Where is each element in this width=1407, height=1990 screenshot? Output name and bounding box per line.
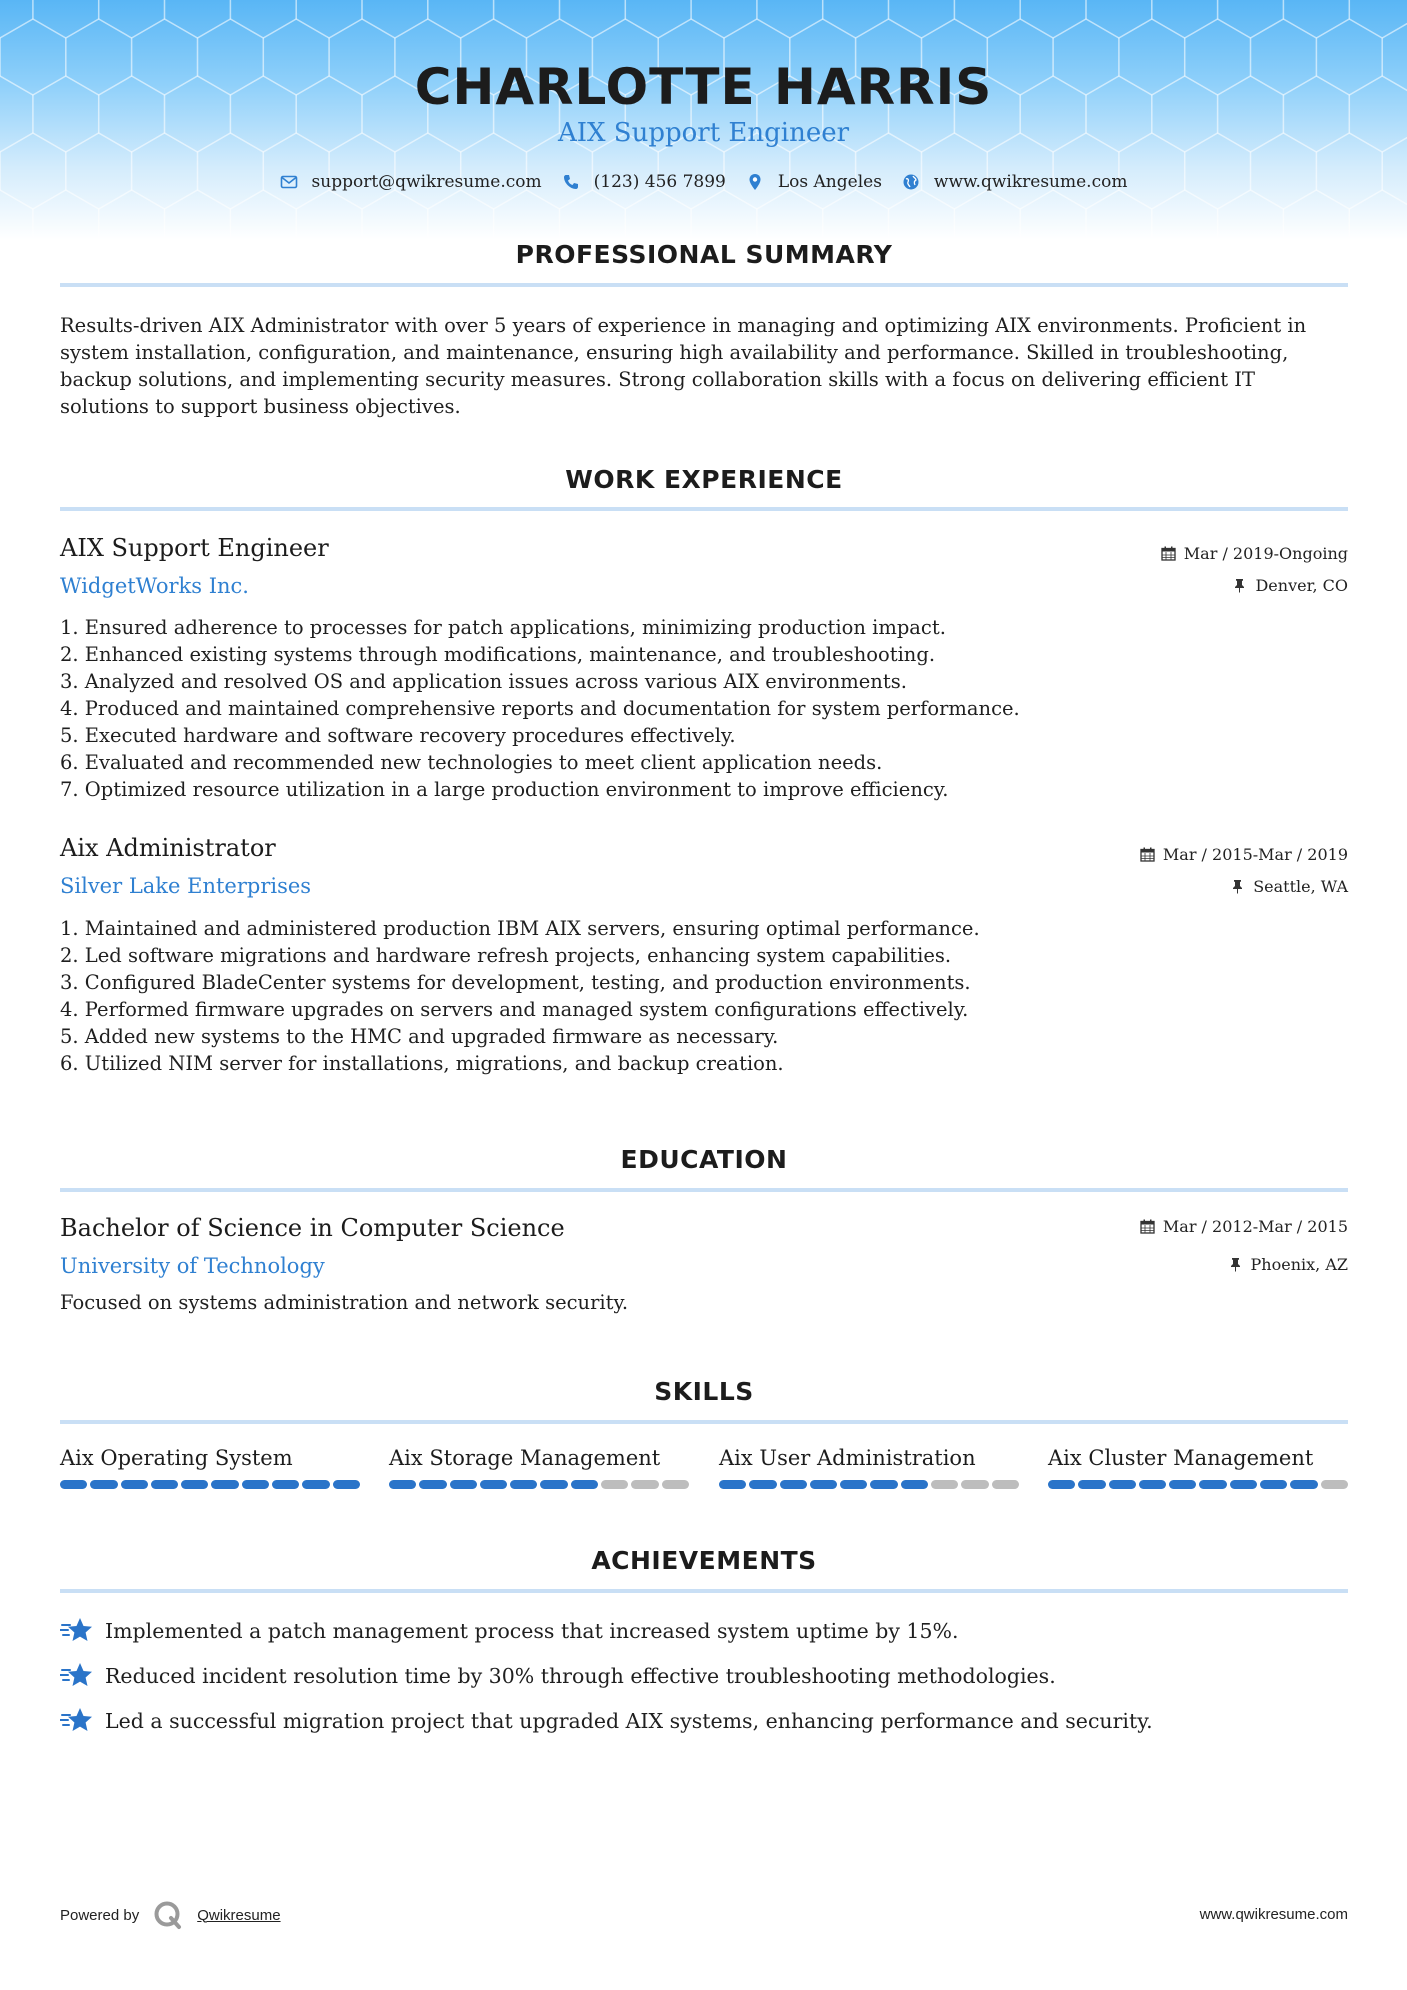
- contact-website-text: www.qwikresume.com: [933, 172, 1128, 192]
- education-location: [1228, 1255, 1348, 1274]
- list-item: 2. Led software migrations and hardware refresh projects, enhancing system capabilities.: [60, 944, 952, 967]
- achievement-text: Led a successful migration project that upgraded AIX systems, enhancing performance and security.: [105, 1709, 1153, 1733]
- job-bullets: [60, 915, 1260, 1077]
- job-location: [1230, 877, 1348, 896]
- skill-segment-empty: [601, 1480, 628, 1489]
- education-degree: Bachelor of Science in Computer Science: [60, 1214, 565, 1242]
- list-item: 2. Enhanced existing systems through modifications, maintenance, and troubleshooting.: [60, 643, 936, 666]
- globe-icon: [902, 173, 920, 191]
- list-item: 5. Executed hardware and software recovery procedures effectively.: [60, 724, 736, 747]
- skill-segment-empty: [931, 1480, 958, 1489]
- candidate-title: AIX Support Engineer: [557, 118, 850, 148]
- contact-email-text: support@qwikresume.com: [311, 172, 542, 192]
- education-dates: [1140, 1217, 1348, 1236]
- skill-level-bar: [1048, 1480, 1348, 1489]
- job-location: [1232, 576, 1348, 595]
- skill-segment-filled: [719, 1480, 746, 1489]
- envelope-icon: [280, 173, 298, 191]
- candidate-name: CHARLOTTE HARRIS: [414, 58, 993, 116]
- skill-segment-filled: [810, 1480, 837, 1489]
- skill-segment-filled: [1048, 1480, 1075, 1489]
- job-title: Aix Administrator: [60, 834, 276, 862]
- skill-segment-filled: [1139, 1480, 1166, 1489]
- skill-item: [719, 1446, 1019, 1470]
- star-icon: [60, 1616, 93, 1646]
- job-company: WidgetWorks Inc.: [60, 574, 249, 598]
- skill-segment-filled: [510, 1480, 537, 1489]
- job-location-text: Denver, CO: [1255, 576, 1348, 595]
- skill-name: Aix Storage Management: [389, 1446, 661, 1470]
- education-dates-text: Mar / 2012-Mar / 2015: [1162, 1217, 1348, 1236]
- job-dates: [1161, 544, 1348, 563]
- list-item: 3. Configured BladeCenter systems for development, testing, and production environments.: [60, 971, 971, 994]
- list-item: 5. Added new systems to the HMC and upgraded firmware as necessary.: [60, 1025, 779, 1048]
- education-school: University of Technology: [60, 1254, 325, 1278]
- job-dates-text: Mar / 2019-Ongoing: [1183, 544, 1348, 563]
- contact-phone-text: (123) 456 7899: [593, 172, 726, 192]
- skill-segment-filled: [1109, 1480, 1136, 1489]
- skill-level-bar: [60, 1480, 360, 1489]
- pushpin-icon: [1232, 578, 1247, 593]
- job-dates: [1140, 845, 1348, 864]
- skill-segment-filled: [90, 1480, 117, 1489]
- star-icon: [60, 1661, 93, 1691]
- skill-item: [1048, 1446, 1348, 1470]
- skill-segment-filled: [450, 1480, 477, 1489]
- achievement-text: Reduced incident resolution time by 30% through effective troubleshooting methodologies.: [105, 1664, 1056, 1688]
- summary-text: [60, 312, 1348, 420]
- education-location-text: Phoenix, AZ: [1250, 1255, 1348, 1274]
- skill-segment-filled: [780, 1480, 807, 1489]
- skill-segment-filled: [151, 1480, 178, 1489]
- list-item: 3. Analyzed and resolved OS and application issues across various AIX environments.: [60, 670, 907, 693]
- skill-level-bar: [719, 1480, 1019, 1489]
- contact-location-text: Los Angeles: [777, 172, 882, 192]
- skill-segment-filled: [480, 1480, 507, 1489]
- skill-level-bar: [389, 1480, 689, 1489]
- skill-segment-filled: [749, 1480, 776, 1489]
- achievement-text: Implemented a patch management process that increased system uptime by 15%.: [105, 1619, 959, 1643]
- skill-segment-filled: [540, 1480, 567, 1489]
- skill-segment-filled: [840, 1480, 867, 1489]
- skill-segment-empty: [662, 1480, 689, 1489]
- section-title-skills: SKILLS: [654, 1377, 754, 1406]
- map-marker-icon: [746, 173, 764, 191]
- contact-location: [746, 172, 882, 192]
- skill-name: Aix Operating System: [60, 1446, 293, 1470]
- skill-segment-filled: [1290, 1480, 1317, 1489]
- summary-line: Results-driven AIX Administrator with over 5 years of experience in managing and optimizing AIX environments. Proficient in: [60, 314, 1307, 337]
- list-item: 4. Performed firmware upgrades on servers and managed system configurations effectively.: [60, 998, 969, 1021]
- job-bullets: [60, 614, 1260, 803]
- list-item: 4. Produced and maintained comprehensive reports and documentation for system performance.: [60, 697, 1020, 720]
- skill-item: [389, 1446, 689, 1470]
- section-divider: [60, 1589, 1348, 1593]
- achievement-item: [60, 1706, 1153, 1736]
- phone-icon: [562, 173, 580, 191]
- skill-segment-filled: [1260, 1480, 1287, 1489]
- section-title-summary: PROFESSIONAL SUMMARY: [515, 240, 893, 269]
- pushpin-icon: [1230, 879, 1245, 894]
- skill-segment-empty: [992, 1480, 1019, 1489]
- star-icon: [60, 1706, 93, 1736]
- skill-segment-empty: [631, 1480, 658, 1489]
- skill-segment-filled: [272, 1480, 299, 1489]
- calendar-icon: [1140, 847, 1155, 862]
- skill-segment-empty: [1321, 1480, 1348, 1489]
- achievement-item: [60, 1616, 959, 1646]
- list-item: 1. Ensured adherence to processes for patch applications, minimizing production impact.: [60, 616, 946, 639]
- contact-email[interactable]: [280, 172, 542, 192]
- skill-segment-filled: [389, 1480, 416, 1489]
- achievement-item: [60, 1661, 1056, 1691]
- skill-segment-filled: [211, 1480, 238, 1489]
- contact-bar: [0, 172, 1407, 192]
- skill-segment-filled: [302, 1480, 329, 1489]
- job-dates-text: Mar / 2015-Mar / 2019: [1162, 845, 1348, 864]
- section-divider: [60, 283, 1348, 287]
- footer-website[interactable]: www.qwikresume.com: [1199, 1906, 1348, 1923]
- skill-name: Aix User Administration: [719, 1446, 976, 1470]
- summary-line: solutions to support business objectives.: [60, 395, 461, 418]
- section-title-achievements: ACHIEVEMENTS: [591, 1546, 817, 1575]
- skill-segment-filled: [571, 1480, 598, 1489]
- skill-segment-filled: [121, 1480, 148, 1489]
- job-company: Silver Lake Enterprises: [60, 874, 312, 898]
- skill-segment-filled: [333, 1480, 360, 1489]
- education-description: Focused on systems administration and network security.: [60, 1291, 629, 1314]
- skill-segment-empty: [961, 1480, 988, 1489]
- brand-link[interactable]: Qwikresume: [197, 1906, 281, 1924]
- skill-segment-filled: [1078, 1480, 1105, 1489]
- section-title-experience: WORK EXPERIENCE: [565, 465, 843, 494]
- calendar-icon: [1140, 1219, 1155, 1234]
- section-title-education: EDUCATION: [620, 1145, 788, 1174]
- job-title: AIX Support Engineer: [60, 534, 329, 562]
- skill-segment-filled: [181, 1480, 208, 1489]
- list-item: 7. Optimized resource utilization in a large production environment to improve efficiency.: [60, 778, 949, 801]
- list-item: 6. Utilized NIM server for installations, migrations, and backup creation.: [60, 1052, 784, 1075]
- qwikresume-logo-icon: [153, 1900, 183, 1930]
- section-divider: [60, 1420, 1348, 1424]
- summary-line: backup solutions, and implementing security measures. Strong collaboration skills with a focus on delivering efficient IT: [60, 368, 1255, 391]
- pushpin-icon: [1228, 1257, 1243, 1272]
- section-divider: [60, 507, 1348, 511]
- skill-item: [60, 1446, 360, 1470]
- skill-segment-filled: [1199, 1480, 1226, 1489]
- skill-segment-filled: [870, 1480, 897, 1489]
- skill-segment-filled: [1230, 1480, 1257, 1489]
- section-divider: [60, 1188, 1348, 1192]
- job-location-text: Seattle, WA: [1253, 877, 1348, 896]
- skill-name: Aix Cluster Management: [1048, 1446, 1314, 1470]
- calendar-icon: [1161, 546, 1176, 561]
- contact-website[interactable]: [902, 172, 1128, 192]
- skill-segment-filled: [60, 1480, 87, 1489]
- skill-segment-filled: [419, 1480, 446, 1489]
- skill-segment-filled: [1169, 1480, 1196, 1489]
- footer-powered-by: [60, 1900, 281, 1930]
- skill-segment-filled: [901, 1480, 928, 1489]
- powered-by-label: Powered by: [60, 1906, 140, 1924]
- contact-phone[interactable]: [562, 172, 726, 192]
- summary-line: system installation, configuration, and maintenance, ensuring high availability and performance. Skilled in troubleshooting,: [60, 341, 1289, 364]
- skill-segment-filled: [242, 1480, 269, 1489]
- list-item: 6. Evaluated and recommended new technologies to meet client application needs.: [60, 751, 883, 774]
- list-item: 1. Maintained and administered production IBM AIX servers, ensuring optimal performance.: [60, 917, 980, 940]
